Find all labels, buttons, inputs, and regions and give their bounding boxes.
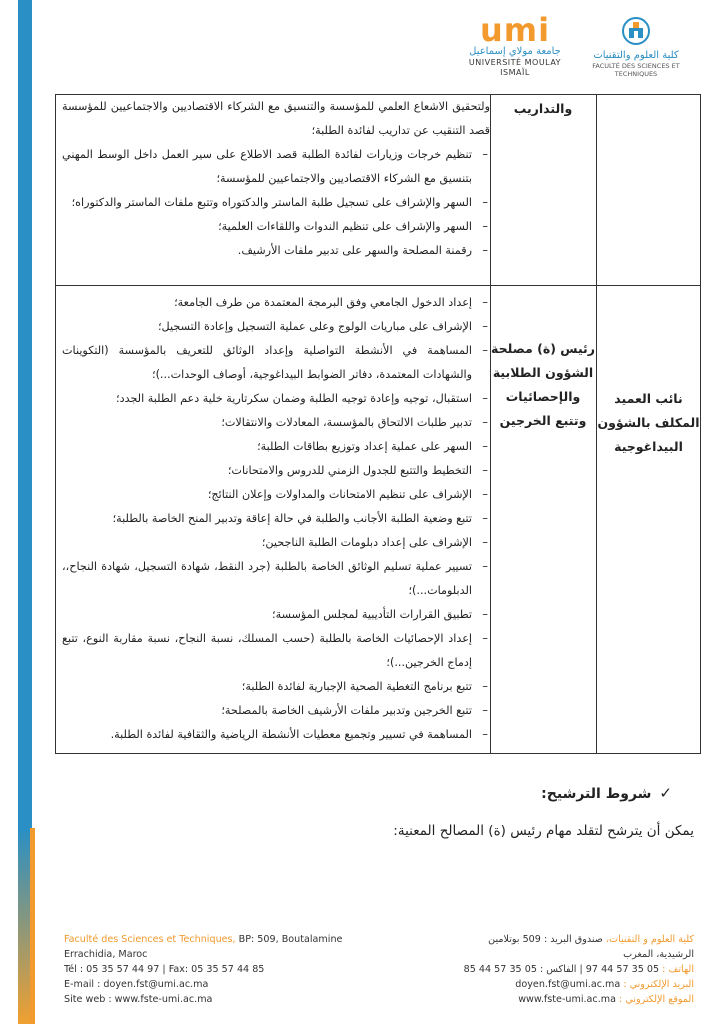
- list-item: – التخطيط والتتبع للجدول الزمني للدروس والامتحانات؛: [62, 459, 490, 483]
- footer-ar-address: [394, 932, 694, 947]
- conditions-heading: [541, 784, 672, 802]
- list-item: – تدبير طلبات الالتحاق بالمؤسسة، المعادلات والانتقالات؛: [62, 411, 490, 435]
- umi-arabic-name: جامعة مولاي إسماعيل: [469, 46, 561, 57]
- footer-ar-bp: صندوق البريد : 509 بوتلامين: [488, 934, 606, 945]
- footer-fr-tel: Tél : 05 35 57 44 97 | Fax: 05 35 57 44 85: [64, 964, 265, 975]
- list-item: – تطبيق القرارات التأديبية لمجلس المؤسسة؛: [62, 603, 490, 627]
- list-item: – الإشراف على إعداد دبلومات الطلبة الناجحين؛: [62, 531, 490, 555]
- list-item: – تتبع برنامج التغطية الصحية الإجبارية لفائدة الطلبة؛: [62, 675, 490, 699]
- fst-logo: [582, 16, 690, 78]
- list-item: – تتبع الخرجين وتدبير ملفات الأرشيف الخاصة بالمصلحة؛: [62, 699, 490, 723]
- list-item: – المساهمة في الأنشطة التواصلية وإعداد الوثائق للتعريف بالمؤسسة (التكوينات والشهادات المعتمدة، دفاتر الضوابط البيداغوجية، أوصاف الوحدات...)؛: [62, 339, 490, 387]
- list-item: – السهر على عملية إعداد وتوزيع بطاقات الطلبة؛: [62, 435, 490, 459]
- footer-fr-address: [64, 932, 364, 947]
- list-item: – إعداد الدخول الجامعي وفق البرمجة المعتمدة من طرف الجامعة؛: [62, 291, 490, 315]
- table-row-divider: [56, 285, 700, 286]
- footer-ar-web-label: الموقع الإلكتروني :: [615, 994, 694, 1005]
- footer-ar-city: الرشيدية، المغرب: [623, 949, 694, 960]
- list-item: – تسيير عملية تسليم الوثائق الخاصة بالطلبة (جرد النقط، شهادة التسجيل، شهادة النجاح،، الدبلومات...)؛: [62, 555, 490, 603]
- checkmark-icon: ✓: [659, 784, 672, 802]
- row1-service-title: والتداريب: [513, 101, 573, 116]
- footer-ar-email-line: [394, 977, 694, 992]
- list-item: – رقمنة المصلحة والسهر على تدبير ملفات الأرشيف.: [62, 239, 490, 263]
- footer-ar-email-label: البريد الإلكتروني :: [620, 979, 694, 990]
- list-item: – السهر والإشراف على تنظيم الندوات واللقاءات العلمية؛: [62, 215, 490, 239]
- footer-fr-web: Site web : www.fste-umi.ac.ma: [64, 994, 213, 1005]
- footer-ar-email: doyen.fst@umi.ac.ma: [515, 979, 621, 990]
- row2-role: نائب العميد المكلف بالشؤون البيداغوجية: [597, 391, 700, 454]
- row2-service-title: رئيس (ة) مصلحة الشؤون الطلابية والإحصائيات وتتبع الخرجين: [491, 341, 595, 428]
- list-item: – تنظيم خرجات وزيارات لفائدة الطلبة قصد الاطلاع على سير العمل داخل الوسط المهني بتنسيق مع الشركاء الاقتصاديين والاجتماعيين للمؤسسة؛: [62, 143, 490, 191]
- conditions-heading-text: شروط الترشيح:: [541, 786, 652, 802]
- footer-fr-bp: BP: 509, Boutalamine: [235, 934, 343, 945]
- row1-duties: [62, 95, 490, 263]
- list-item: – الإشراف على مباريات الولوج وعلى عملية التسجيل وإعادة التسجيل؛: [62, 315, 490, 339]
- footer-ar-tel-line: [394, 962, 694, 977]
- list-item: – استقبال، توجيه وإعادة توجيه الطلبة وضمان سكرتارية خلية دعم الطلبة الجدد؛: [62, 387, 490, 411]
- duties-table: [55, 94, 701, 754]
- umi-wordmark-text: umi: [479, 11, 551, 49]
- row2-duties: [62, 291, 490, 747]
- conditions-text: يمكن أن يترشح لتقلد مهام رئيس (ة) المصالح المعنية:: [393, 823, 694, 839]
- list-item: – إعداد الإحصائيات الخاصة بالطلبة (حسب المسلك، نسبة النجاح، نسبة مقاربة النوع، تتبع إدماج الخرجين...)؛: [62, 627, 490, 675]
- footer-fr-email: E-mail : doyen.fst@umi.ac.ma: [64, 979, 209, 990]
- list-item: – السهر والإشراف على تسجيل طلبة الماستر والدكتوراه وتتبع ملفات الماستر والدكتوراه؛: [62, 191, 490, 215]
- list-item: – الإشراف على تنظيم الامتحانات والمداولات وإعلان النتائج؛: [62, 483, 490, 507]
- footer-fr-city: Errachidia, Maroc: [64, 949, 148, 960]
- umi-logo: [462, 11, 568, 77]
- left-orange-stripe: [30, 828, 35, 1024]
- footer-french: [64, 932, 364, 1007]
- fst-emblem-icon: [619, 16, 653, 46]
- umi-wordmark: [462, 11, 568, 49]
- fst-french-name: FACULTÉ DES SCIENCES ET TECHNIQUES: [592, 62, 680, 78]
- footer-ar-tel: 05 35 57 44 97 | الفاكس : 05 35 57 44 85: [463, 964, 660, 975]
- footer-ar-name: كلية العلوم و التقنيات،: [605, 934, 694, 945]
- footer-ar-web: www.fste-umi.ac.ma: [518, 994, 616, 1005]
- footer-fr-name: Faculté des Sciences et Techniques,: [64, 934, 236, 945]
- list-item: – المساهمة في تسيير وتجميع معطيات الأنشطة الرياضية والثقافية لفائدة الطلبة.: [62, 723, 490, 747]
- footer-ar-tel-label: الهاتف :: [659, 964, 694, 975]
- footer-arabic: [394, 932, 694, 1007]
- fst-arabic-name: كلية العلوم والتقنيات: [593, 50, 679, 61]
- list-item: – تتبع وضعية الطلبة الأجانب والطلبة في حالة إعاقة وتدبير المنح الخاصة بالطلبة؛: [62, 507, 490, 531]
- footer-ar-web-line: [394, 992, 694, 1007]
- list-item: ولتحقيق الاشعاع العلمي للمؤسسة والتنسيق مع الشركاء الاقتصاديين والاجتماعيين للمؤسسة قصد التنقيب عن تداريب لفائدة الطلبة؛: [62, 100, 490, 137]
- umi-french-name: UNIVERSITÉ MOULAY ISMAÏL: [468, 58, 562, 77]
